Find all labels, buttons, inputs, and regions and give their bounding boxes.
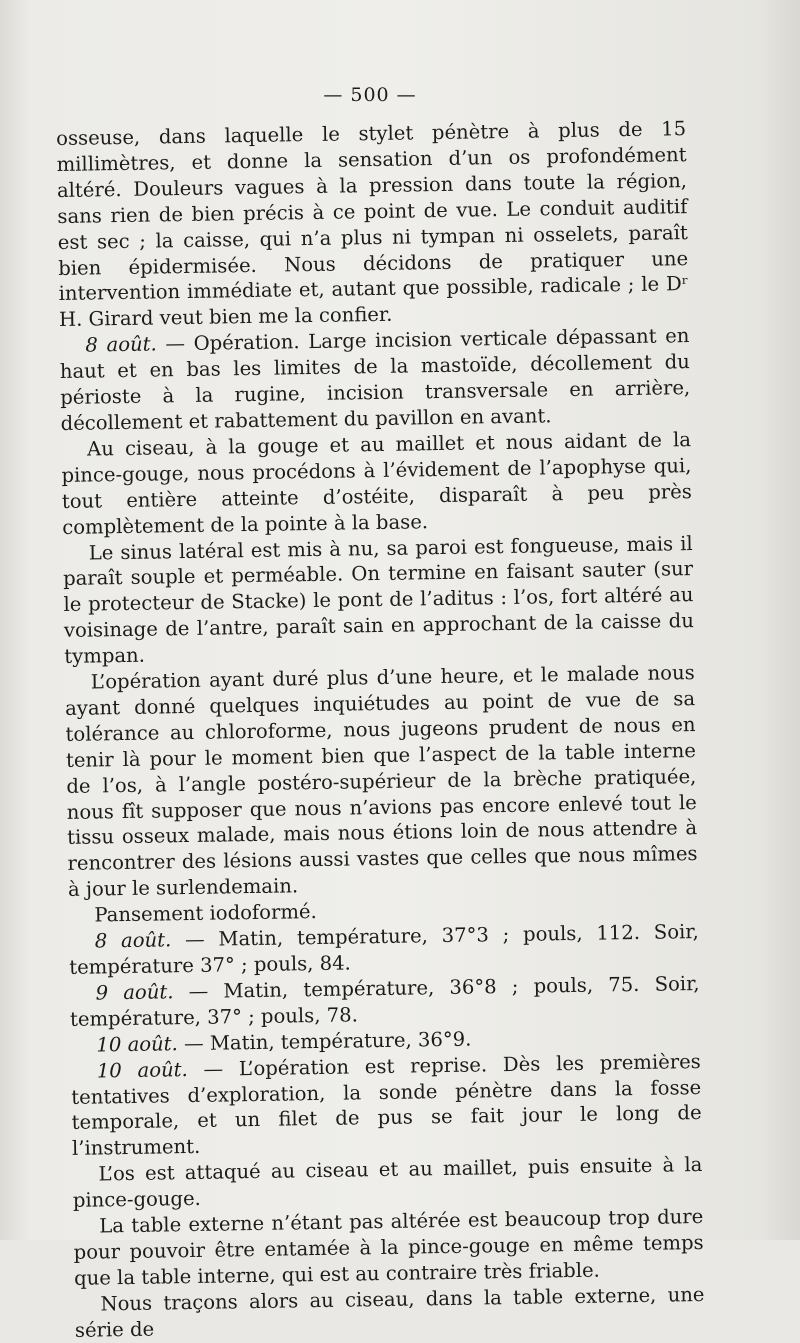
paragraph-text: — Matin, température, 36°9. (177, 1027, 472, 1055)
paragraph-date: 10 août. (96, 1031, 178, 1057)
paragraph: L’os est attaqué au ciseau et au maillet, puis ensuite à la pince-gouge. (72, 1153, 703, 1213)
paragraph: Nous traçons alors au ciseau, dans la table externe, une série de (74, 1282, 705, 1342)
paragraph-date: 10 août. (96, 1057, 188, 1083)
paragraph: Le sinus latéral est mis à nu, sa paroi est fongueuse, mais il paraît souple et perméable. On termine en faisant sauter (sur le protecteur de Stacke) le pont de l’aditus : l’os, fort altéré au voisinage de l’antre, paraît sain en approchant de la caisse du tympan. (62, 531, 695, 669)
paragraph-text: — L’opération est reprise. Dès les premières tentatives d’exploration, la sonde pénètre dans la fosse temporale, et un filet de pus se fait jour le long de l’instrument. (71, 1049, 702, 1161)
paragraph-text: — Opération. Large incision verticale dépassant en haut et en bas les limites de la mastoïde, décollement du périoste à la rugine, incision transversale en arrière, décollement et rabattement du pavillon en avant. (59, 324, 691, 435)
page-number: — 500 — (323, 84, 417, 106)
paragraph: La table externe n’étant pas altérée est beaucoup trop dure pour pouvoir être entamée à la pince-gouge en même temps que la table interne, qui est au contraire très friable. (73, 1205, 704, 1290)
paragraph: Pansement iodoformé. (94, 900, 317, 927)
paragraph: osseuse, dans laquelle le stylet pénètre à plus de 15 millimètres, et donne la sensation d’un os profondément altéré. Douleurs vagues à la pression dans toute la région, sans rien de bien précis à ce point de vue. Le conduit auditif est sec ; la caisse, qui n’a plus ni tympan ni osselets, paraît bien épidermisée. Nous décidons de pratiquer une intervention immédiate et, autant que possible, radicale ; le Dʳ H. Girard veut bien me la confier. (56, 117, 689, 332)
paragraph-date: 9 août. (95, 980, 174, 1005)
paragraph-text: — Matin, température, 37°3 ; pouls, 112. Soir, température 37° ; pouls, 84. (69, 920, 699, 979)
paragraph-date: 8 août. (85, 332, 157, 357)
paragraph-date: 8 août. (94, 928, 172, 953)
paragraph: L’opération ayant duré plus d’une heure, et le malade nous ayant donné quelques inquiétudes au point de vue de sa tolérance au chloroforme, nous jugeons prudent de nous en tenir là pour le moment bien que l’aspect de la table interne de l’os, à l’angle postéro-supérieur de la brèche pratiquée, nous fît supposer que nous n’avions pas encore enlevé tout le tissu osseux malade, mais nous étions loin de nous attendre à rencontrer des lésions aussi vastes que celles que nous mîmes à jour le surlendemain. (64, 661, 698, 902)
paragraph-dated (71, 1049, 703, 1163)
paragraph-text: — Matin, température, 36°8 ; pouls, 75. Soir, température, 37° ; pouls, 78. (69, 971, 700, 1031)
paragraph-dated (59, 323, 691, 437)
paragraph: Au ciseau, à la gouge et au maillet et nous aidant de la pince-gouge, nous procédons à l’évidement de l’apophyse qui, tout entière atteinte d’ostéite, disparaît à peu près complètement de la pointe à la base. (61, 427, 692, 539)
page-body-text (56, 116, 705, 1343)
